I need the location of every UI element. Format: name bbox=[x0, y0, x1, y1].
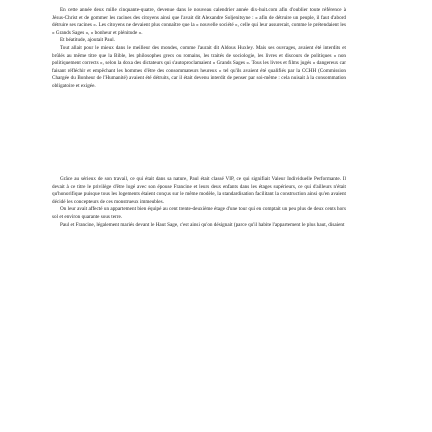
paragraph: Tout allait pour le mieux dans le meilleur des mondes, comme l'aurait dit Aldous Huxley. Mais ses ouvrages, avaient été interdits et brûlés au même titre que la Bible, les philosophes grecs ou romains, les traités de sociologie, les livres et discours de politiques « non politiquement corrects », selon la doxa des dictateurs qui s'autoproclamaient « Grands Sages ». Tous les livres et films jugés « dangereux car faisant réfléchir et empêchant les hommes d'être des consommateurs heureux » tel qu'ils avaient été qualifiés par la CCHH (Commission Chargée du Bonheur de l'Humanité) avaient été détruits, car il était devenu interdit de penser par soi-même : cela nuisait à la consommation obligatoire et exigée. bbox=[52, 44, 346, 89]
top-line-text bbox=[52, 0, 352, 7]
paragraph: Et béatitude, ajoutait Paul. bbox=[60, 37, 115, 44]
paragraph: En cette année deux mille cinquante-quatre, devenue dans le nouveau calendrier année dix-huit.com afin d'oublier toute référence à Jésus-Christ et de gommer les racines des citoyens ainsi que l'avait dit Alexandre Soljenitsyne : « afin de détruire un peuple, il faut d'abord détruire ses racines ». Les citoyens ne devaient plus connaître que la « nouvelle société », celle qui leur assurerait, comme le prétendaient les « Grands Sages », « bonheur et plénitude ». bbox=[52, 7, 346, 36]
paragraph: Grâce au sérieux de son travail, ce qui était dans sa nature, Paul était classé VIP, ce qui signifiait Valeur Individuelle Performante. Il devait à ce titre le privilège d'être logé avec son épouse Francine et leurs deux enfants dans les étages supérieurs, ce qui d'ailleurs n'était qu'honorifique puisque tous les logements étaient conçus sur le même modèle, la standardisation facilitant la construction ainsi qu'en avaient décidé les concepteurs de ces monstrueux immeubles. bbox=[52, 176, 346, 205]
text-block-top bbox=[52, 7, 346, 91]
paragraph: On leur avait affecté un appartement bien équipé au cent trente-deuxième étage d'une tour qui en comptait un peu plus de deux cents hors sol et environ quarante sous terre. bbox=[52, 206, 346, 220]
text-block-bottom bbox=[52, 176, 346, 229]
paragraph: Paul et Francine, légalement mariés devant le Haut Sage, c'est ainsi qu'on désignait (parce qu'il habite l'appartement le plus haut, disaient bbox=[60, 221, 345, 228]
